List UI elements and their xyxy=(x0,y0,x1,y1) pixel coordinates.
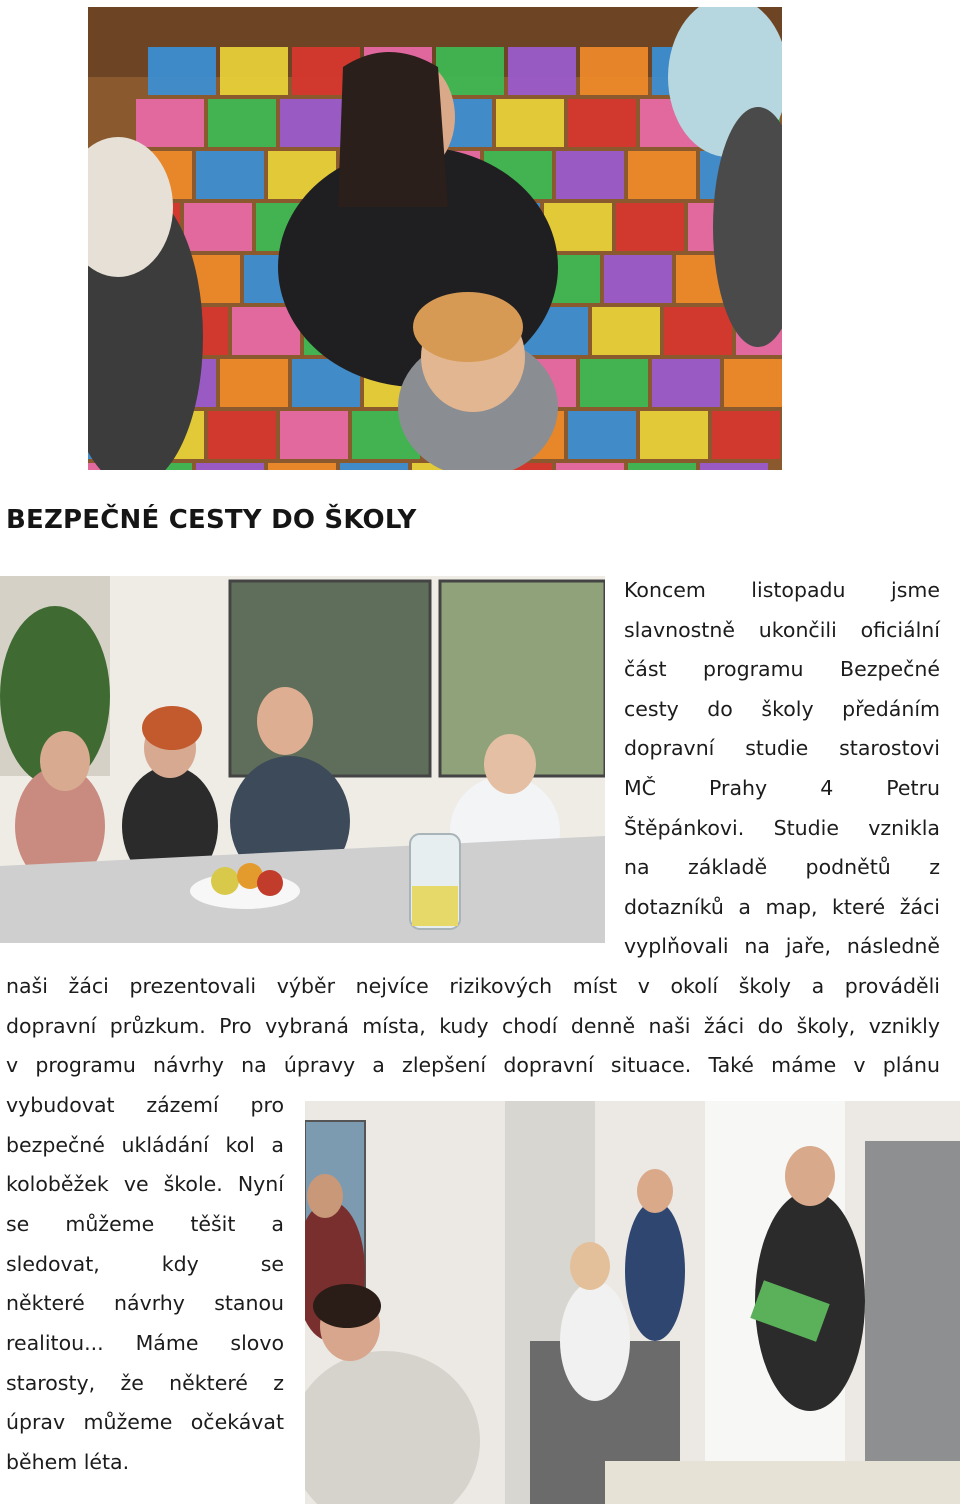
article-text-line: cesty do školy předáním xyxy=(624,697,940,721)
mat-tile xyxy=(580,359,648,407)
photo-meeting-room xyxy=(0,576,605,943)
photo-study-handover xyxy=(305,1101,960,1504)
article-text-line: starosty, že některé z xyxy=(6,1371,284,1395)
mat-tile xyxy=(184,203,252,251)
mat-tile xyxy=(556,463,624,470)
mat-tile xyxy=(628,463,696,470)
article-text-line: se můžeme těšit a xyxy=(6,1212,284,1236)
mat-tile xyxy=(556,151,624,199)
mat-tile xyxy=(568,411,636,459)
article-text-line: sledovat, kdy se xyxy=(6,1252,284,1276)
mat-tile xyxy=(604,255,672,303)
mat-tile xyxy=(652,359,720,407)
mat-tile xyxy=(724,359,782,407)
mat-tile xyxy=(148,47,216,95)
article-text-line: koloběžek ve škole. Nyní xyxy=(6,1172,284,1196)
article-text-line: bezpečné ukládání kol a xyxy=(6,1133,284,1157)
mat-tile xyxy=(712,411,780,459)
article-text-line: dotazníků a map, které žáci xyxy=(624,895,940,919)
mat-tile xyxy=(508,47,576,95)
mat-tile xyxy=(700,463,768,470)
mat-tile xyxy=(664,307,732,355)
mat-tile xyxy=(628,151,696,199)
mat-tile xyxy=(592,307,660,355)
mat-tile xyxy=(220,359,288,407)
article-text-line: vybudovat zázemí pro xyxy=(6,1093,284,1117)
article-text-line: úprav můžeme očekávat xyxy=(6,1410,284,1434)
mat-tile xyxy=(580,47,648,95)
mat-tile xyxy=(268,463,336,470)
mat-tile xyxy=(616,203,684,251)
mat-tile xyxy=(196,463,264,470)
mat-tile xyxy=(496,99,564,147)
mat-tile xyxy=(196,151,264,199)
mat-tile xyxy=(208,411,276,459)
article-text-line: Koncem listopadu jsme xyxy=(624,578,940,602)
article-text-line: realitou... Máme slovo xyxy=(6,1331,284,1355)
mat-tile xyxy=(280,411,348,459)
article-heading: BEZPEČNÉ CESTY DO ŠKOLY xyxy=(6,505,417,535)
mat-tile xyxy=(568,99,636,147)
article-text-line: část programu Bezpečné xyxy=(624,657,940,681)
mat-tile xyxy=(220,47,288,95)
article-text-line: dopravní studie starostovi xyxy=(624,736,940,760)
mat-tile xyxy=(136,99,204,147)
article-text-line: MČ Prahy 4 Petru xyxy=(624,776,940,800)
article-text-line: některé návrhy stanou xyxy=(6,1291,284,1315)
mat-tile xyxy=(280,99,348,147)
photo-children-alphabet-mat xyxy=(88,7,782,470)
article-text-line: v programu návrhy na úpravy a zlepšení dopravní situace. Také máme v plánu xyxy=(6,1053,940,1077)
article-text-line: vyplňovali na jaře, následně xyxy=(624,934,940,958)
article-text-line: během léta. xyxy=(6,1450,130,1474)
mat-tile xyxy=(340,463,408,470)
mat-tile xyxy=(208,99,276,147)
article-text-line: naši žáci prezentovali výběr nejvíce rizikových míst v okolí školy a prováděli xyxy=(6,974,940,998)
article-text-line: slavnostně ukončili oficiální xyxy=(624,618,940,642)
article-text-line: na základě podnětů z xyxy=(624,855,940,879)
mat-tile xyxy=(640,411,708,459)
article-text-line: dopravní průzkum. Pro vybraná místa, kudy chodí denně naši žáci do školy, vznikly xyxy=(6,1014,940,1038)
article-text-line: Štěpánkovi. Studie vznikla xyxy=(624,816,940,840)
